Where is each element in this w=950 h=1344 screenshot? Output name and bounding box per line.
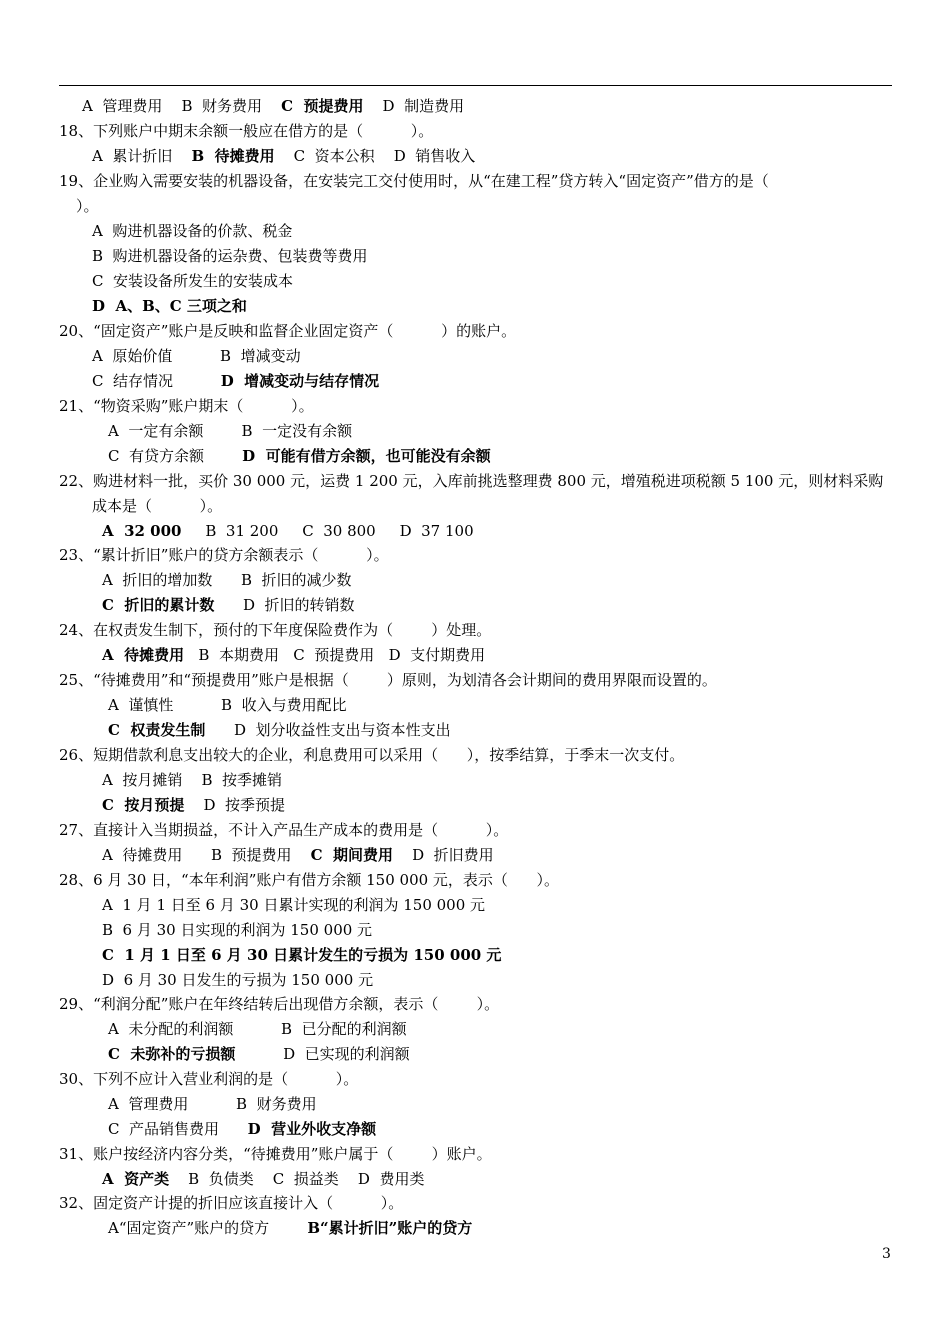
text-line	[108, 1045, 410, 1063]
text-segment: 27、直接计入当期损益，不计入产品生产成本的费用是（ ）。	[59, 821, 509, 839]
text-line	[59, 871, 559, 889]
text-segment: 成本是（ ）。	[92, 497, 223, 515]
text-segment: A 折旧的增加数 B 折旧的减少数	[102, 571, 352, 589]
text-segment: D 按季预提	[184, 796, 286, 814]
text-line	[92, 222, 292, 240]
answer-text: A 32 000	[102, 522, 182, 540]
text-line	[92, 147, 475, 165]
answer-text: D 营业外收支净额	[247, 1120, 377, 1138]
text-line	[59, 472, 883, 490]
text-segment: A 管理费用 B 财务费用	[108, 1095, 317, 1113]
text-segment: A 待摊费用 B 预提费用	[102, 846, 311, 864]
text-segment: 24、在权责发生制下，预付的下年度保险费作为（ ）处理。	[59, 621, 492, 639]
text-segment: 29、“利润分配”账户在年终结转后出现借方余额，表示（ ）。	[59, 995, 500, 1013]
text-segment: A 购进机器设备的价款、税金	[92, 222, 293, 240]
text-segment: D 划分收益性支出与资本性支出	[205, 721, 451, 739]
answer-text: C 期间费用	[310, 846, 393, 864]
text-segment: C 资本公积 D 销售收入	[274, 147, 476, 165]
text-line	[59, 1194, 403, 1212]
text-line	[92, 297, 247, 315]
text-segment: B 负债类 C 损益类 D 费用类	[169, 1170, 425, 1188]
text-line	[59, 546, 389, 564]
text-line	[59, 172, 769, 190]
text-line	[108, 1120, 376, 1138]
text-segment: 19、企业购入需要安装的机器设备，在安装完工交付使用时，从“在建工程”贷方转入“固定资产”借方的是（	[59, 172, 769, 190]
text-segment: A 一定有余额 B 一定没有余额	[108, 422, 353, 440]
text-segment: D 折旧费用	[393, 846, 494, 864]
text-segment: C 产品销售费用	[108, 1120, 248, 1138]
text-segment: 26、短期借款利息支出较大的企业，利息费用可以采用（ ），按季结算，于季末一次支付。	[59, 746, 685, 764]
text-segment: D 折旧的转销数	[214, 596, 355, 614]
text-line	[102, 846, 494, 864]
text-line	[92, 372, 379, 390]
text-segment: C 结存情况	[92, 372, 221, 390]
text-line	[102, 1170, 424, 1188]
text-line	[59, 322, 516, 340]
text-segment: B 本期费用 C 预提费用 D 支付期费用	[184, 646, 486, 664]
text-segment: C 有贷方余额	[108, 447, 243, 465]
text-line	[59, 995, 499, 1013]
text-segment: 20、“固定资产”账户是反映和监督企业固定资产（ ）的账户。	[59, 322, 517, 340]
text-segment: D 制造费用	[363, 97, 465, 115]
answer-text: C 未弥补的亏损额	[108, 1045, 236, 1063]
text-line	[102, 571, 352, 589]
text-segment: A“固定资产”账户的贷方	[108, 1219, 308, 1237]
text-segment: A 原始价值 B 增减变动	[92, 347, 301, 365]
answer-text: B“累计折旧”账户的贷方	[307, 1219, 473, 1237]
text-line	[108, 1020, 407, 1038]
text-segment: 25、“待摊费用”和“预提费用”账户是根据（ ）原则，为划清各会计期间的费用界限而设置的。	[59, 671, 717, 689]
answer-text: A 资产类	[102, 1170, 170, 1188]
text-line	[102, 522, 474, 540]
answer-text: C 权责发生制	[108, 721, 206, 739]
text-line	[59, 1145, 492, 1163]
text-segment: D 已实现的利润额	[235, 1045, 410, 1063]
text-segment: D 6 月 30 日发生的亏损为 150 000 元	[102, 971, 374, 989]
text-segment: A 谨慎性 B 收入与费用配比	[108, 696, 347, 714]
text-line	[108, 1219, 472, 1237]
text-line	[59, 621, 491, 639]
text-line	[92, 497, 222, 515]
text-line	[59, 671, 717, 689]
text-line	[59, 397, 314, 415]
text-segment: ）。	[76, 197, 99, 215]
text-segment: 31、账户按经济内容分类，“待摊费用”账户属于（ ）账户。	[59, 1145, 492, 1163]
answer-text: D 增减变动与结存情况	[220, 372, 380, 390]
answer-text: C 按月预提	[102, 796, 185, 814]
text-line	[59, 122, 433, 140]
text-line	[102, 921, 372, 939]
answer-text: D 可能有借方余额，也可能没有余额	[242, 447, 491, 465]
text-line	[108, 447, 491, 465]
text-segment: A 未分配的利润额 B 已分配的利润额	[108, 1020, 407, 1038]
text-line	[59, 1070, 358, 1088]
text-line	[108, 696, 347, 714]
text-line	[102, 646, 485, 664]
text-line	[102, 796, 285, 814]
answer-text: C 折旧的累计数	[102, 596, 215, 614]
text-segment: 18、下列账户中期末余额一般应在借方的是（ ）。	[59, 122, 434, 140]
text-line	[108, 721, 451, 739]
answer-text: C 预提费用	[281, 97, 364, 115]
answer-text: A 待摊费用	[102, 646, 185, 664]
text-segment: B 31 200 C 30 800 D 37 100	[181, 522, 474, 540]
text-segment: A 1 月 1 日至 6 月 30 日累计实现的利润为 150 000 元	[102, 896, 486, 914]
text-line	[92, 272, 293, 290]
text-segment: 22、购进材料一批，买价 30 000 元，运费 1 200 元，入库前挑选整理费 800 元，增殖税进项税额 5 100 元，则材料采购	[59, 472, 884, 490]
text-line	[59, 746, 684, 764]
header-rule	[59, 85, 892, 86]
text-segment: A 累计折旧	[92, 147, 192, 165]
text-segment: 28、6 月 30 日，“本年利润”账户有借方余额 150 000 元，表示（ ）。	[59, 871, 560, 889]
text-line	[102, 596, 355, 614]
text-segment: 21、“物资采购”账户期末（ ）。	[59, 397, 314, 415]
text-line	[102, 771, 282, 789]
text-line	[102, 971, 373, 989]
text-segment: 32、固定资产计提的折旧应该直接计入（ ）。	[59, 1194, 404, 1212]
text-segment: C 安装设备所发生的安装成本	[92, 272, 294, 290]
answer-text: B 待摊费用	[191, 147, 275, 165]
text-line	[59, 821, 508, 839]
text-segment: 23、“累计折旧”账户的贷方余额表示（ ）。	[59, 546, 389, 564]
text-segment: A 按月摊销 B 按季摊销	[102, 771, 283, 789]
answer-text: C 1 月 1 日至 6 月 30 日累计发生的亏损为 150 000 元	[102, 946, 502, 964]
text-line	[108, 1095, 317, 1113]
text-line	[108, 422, 352, 440]
text-line	[102, 896, 485, 914]
text-segment: B 购进机器设备的运杂费、包装费等费用	[92, 247, 368, 265]
page-number: 3	[882, 1246, 891, 1262]
text-line	[92, 347, 301, 365]
text-segment: 30、下列不应计入营业利润的是（ ）。	[59, 1070, 359, 1088]
text-line	[82, 97, 464, 115]
text-line	[92, 247, 368, 265]
text-segment: A 管理费用 B 财务费用	[82, 97, 282, 115]
answer-text: D A、B、C 三项之和	[92, 297, 247, 315]
text-line	[102, 946, 501, 964]
text-segment: B 6 月 30 日实现的利润为 150 000 元	[102, 921, 373, 939]
text-line	[76, 197, 99, 215]
